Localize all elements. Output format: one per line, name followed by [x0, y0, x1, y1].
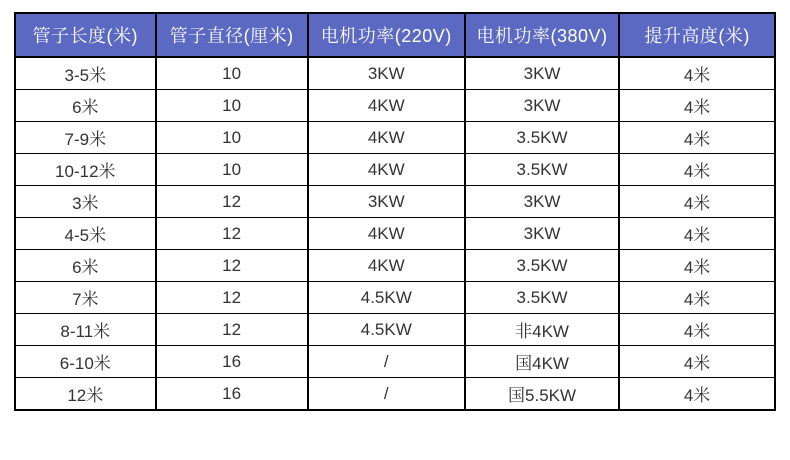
table-cell: 6-10米	[15, 346, 156, 378]
table-cell: 3KW	[308, 186, 465, 218]
column-header-4: 提升高度(米)	[619, 13, 775, 57]
table-cell: 3.5KW	[465, 154, 619, 186]
table-cell: 7米	[15, 282, 156, 314]
table-cell: 国4KW	[465, 346, 619, 378]
table-cell: 4-5米	[15, 218, 156, 250]
table-cell: 4KW	[308, 90, 465, 122]
table-cell: 12	[156, 186, 308, 218]
table-cell: 16	[156, 346, 308, 378]
table-cell: 3米	[15, 186, 156, 218]
pump-spec-table	[14, 12, 776, 411]
table-cell: /	[308, 346, 465, 378]
table-cell: 4米	[619, 90, 775, 122]
table-cell: 12	[156, 250, 308, 282]
table-row	[15, 346, 775, 378]
table-cell: 3KW	[465, 218, 619, 250]
table-cell: 10	[156, 57, 308, 90]
table-cell: 4.5KW	[308, 282, 465, 314]
table-cell: 6米	[15, 250, 156, 282]
table-cell: 4KW	[308, 122, 465, 154]
table-row	[15, 186, 775, 218]
table-cell: 4米	[619, 378, 775, 411]
table-cell: 7-9米	[15, 122, 156, 154]
table-cell: 4米	[619, 154, 775, 186]
column-header-3: 电机功率(380V)	[465, 13, 619, 57]
table-cell: 3.5KW	[465, 282, 619, 314]
table-cell: 10	[156, 154, 308, 186]
column-header-0: 管子长度(米)	[15, 13, 156, 57]
table-cell: 4米	[619, 314, 775, 346]
table-cell: 国5.5KW	[465, 378, 619, 411]
table-cell: 10	[156, 90, 308, 122]
table-cell: 10	[156, 122, 308, 154]
table-cell: 4米	[619, 122, 775, 154]
table-cell: 4米	[619, 186, 775, 218]
table-cell: 3KW	[465, 57, 619, 90]
table-row	[15, 122, 775, 154]
table-cell: 16	[156, 378, 308, 411]
table-cell: 12	[156, 314, 308, 346]
table-cell: 4米	[619, 250, 775, 282]
table-cell: 4KW	[308, 154, 465, 186]
table-cell: 4米	[619, 346, 775, 378]
table-cell: 6米	[15, 90, 156, 122]
table-row	[15, 314, 775, 346]
table-cell: 3KW	[465, 90, 619, 122]
table-cell: 3KW	[308, 57, 465, 90]
table-cell: 非4KW	[465, 314, 619, 346]
table-cell: /	[308, 378, 465, 411]
table-cell: 4米	[619, 57, 775, 90]
table-row	[15, 57, 775, 90]
table-row	[15, 218, 775, 250]
table-cell: 12	[156, 282, 308, 314]
table-cell: 10-12米	[15, 154, 156, 186]
table-cell: 12	[156, 218, 308, 250]
table-cell: 3-5米	[15, 57, 156, 90]
table-row	[15, 282, 775, 314]
table-cell: 3KW	[465, 186, 619, 218]
table-cell: 4米	[619, 218, 775, 250]
table-row	[15, 250, 775, 282]
table-cell: 4KW	[308, 250, 465, 282]
table-cell: 4KW	[308, 218, 465, 250]
column-header-2: 电机功率(220V)	[308, 13, 465, 57]
table-header-row	[15, 13, 775, 57]
table-cell: 3.5KW	[465, 122, 619, 154]
table-row	[15, 154, 775, 186]
table-cell: 3.5KW	[465, 250, 619, 282]
table-row	[15, 90, 775, 122]
table-cell: 4.5KW	[308, 314, 465, 346]
table-cell: 8-11米	[15, 314, 156, 346]
table-cell: 4米	[619, 282, 775, 314]
table-row	[15, 378, 775, 411]
column-header-1: 管子直径(厘米)	[156, 13, 308, 57]
table-body	[15, 57, 775, 410]
table-cell: 12米	[15, 378, 156, 411]
